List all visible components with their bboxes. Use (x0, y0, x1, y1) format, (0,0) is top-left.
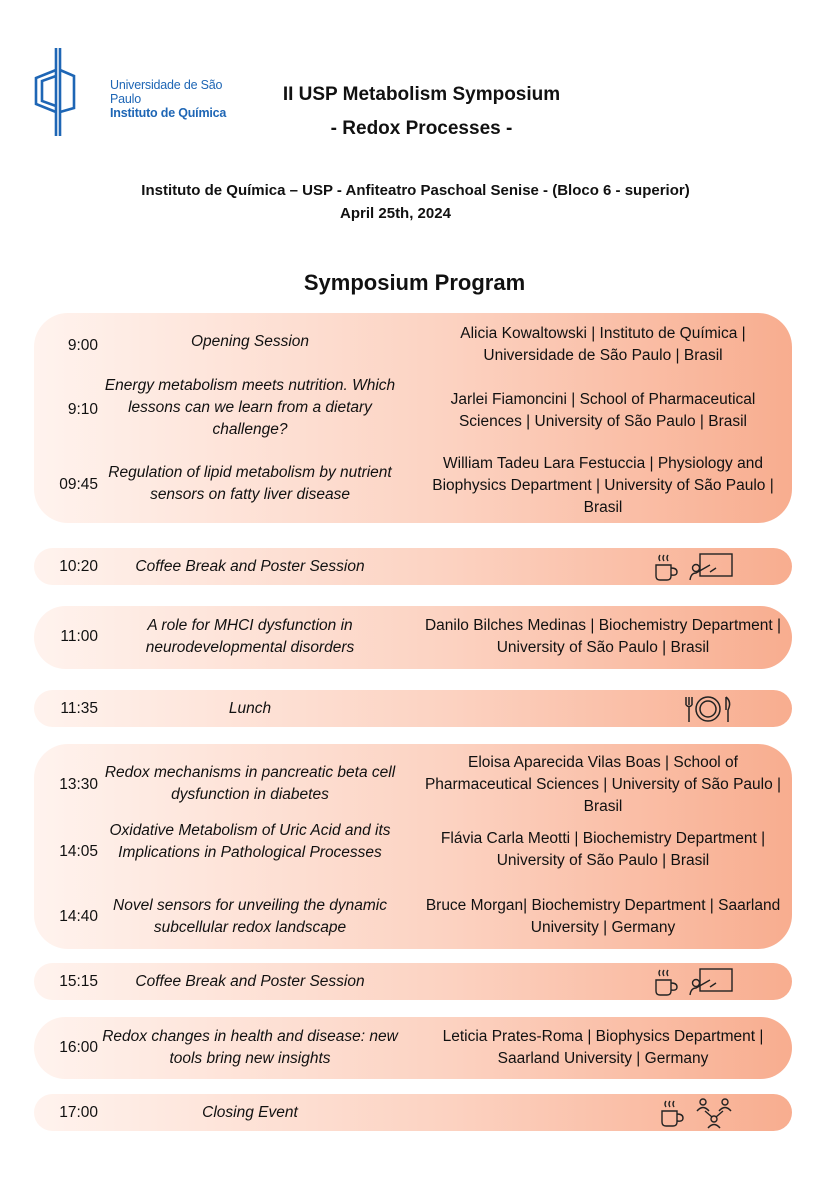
schedule-block-lunch (34, 690, 792, 727)
session-speaker: Flávia Carla Meotti | Biochemistry Department | University of São Paulo | Brasil (440, 830, 766, 869)
poster-presentation-icon (688, 967, 734, 997)
session-title: Opening Session (190, 333, 310, 350)
session-time: 16:00 (59, 1039, 98, 1056)
schedule-block-1600 (34, 1017, 792, 1079)
program-heading: Symposium Program (303, 270, 526, 295)
symposium-title: II USP Metabolism Symposium (282, 84, 561, 105)
schedule-block-afternoon (34, 744, 792, 949)
session-speaker: Leticia Prates-Roma | Biophysics Department | Saarland University | Germany (442, 1028, 764, 1067)
venue: Instituto de Química – USP - Anfiteatro Paschoal Senise - (Bloco 6 - superior) (141, 182, 690, 199)
session-speaker: Bruce Morgan| Biochemistry Department | Saarland University | Germany (425, 897, 781, 936)
session-title: Energy metabolism meets nutrition. Which lessons can we learn from a dietary challenge? (104, 377, 396, 438)
session-time: 11:35 (60, 700, 98, 717)
logo-institute-name: Instituto de Química (110, 106, 227, 120)
session-time: 9:10 (67, 401, 98, 418)
session-title: Redox changes in health and disease: new tools bring new insights (102, 1028, 398, 1067)
session-time: 13:30 (59, 776, 98, 793)
session-title: Novel sensors for unveiling the dynamic subcellular redox landscape (113, 897, 387, 936)
schedule-block-closing (34, 1094, 792, 1131)
session-title: Oxidative Metabolism of Uric Acid and its Implications in Pathological Processes (109, 822, 391, 861)
session-speaker: Alicia Kowaltowski | Instituto de Química | Universidade de São Paulo | Brasil (460, 325, 746, 364)
session-title: Lunch (228, 700, 272, 717)
session-title: Redox mechanisms in pancreatic beta cell dysfunction in diabetes (104, 764, 396, 803)
fork-plate-knife-icon (682, 694, 734, 724)
coffee-cup-icon (652, 552, 680, 582)
session-time: 9:00 (67, 337, 98, 354)
coffee-cup-icon (658, 1098, 686, 1128)
schedule-block-coffee-break-2 (34, 963, 792, 1000)
session-speaker: William Tadeu Lara Festuccia | Physiology and Biophysics Department | University of São Paulo | Brasil (432, 455, 774, 516)
session-title: Closing Event (202, 1104, 298, 1121)
session-speaker: Danilo Bilches Medinas | Biochemistry Department | University of São Paulo | Brasil (424, 617, 782, 656)
session-time: 09:45 (59, 476, 98, 493)
session-title: Coffee Break and Poster Session (135, 558, 365, 575)
session-speaker: Eloisa Aparecida Vilas Boas | School of Pharmaceutical Sciences | University of São Paulo | Brasil (424, 754, 782, 815)
session-title: Regulation of lipid metabolism by nutrient sensors on fatty liver disease (108, 464, 392, 503)
session-title: A role for MHCI dysfunction in neurodevelopmental disorders (145, 617, 355, 656)
session-speaker: Jarlei Fiamoncini | School of Pharmaceutical Sciences | University of São Paulo | Brasil (450, 391, 756, 430)
session-time: 15:15 (59, 973, 98, 990)
session-time: 11:00 (60, 628, 98, 645)
poster-presentation-icon (688, 552, 734, 582)
event-date: April 25th, 2024 (340, 205, 451, 222)
session-time: 17:00 (59, 1104, 98, 1121)
coffee-cup-icon (652, 967, 680, 997)
networking-people-icon (694, 1097, 734, 1129)
session-time: 14:40 (59, 908, 98, 925)
symposium-subtitle: - Redox Processes - (330, 118, 513, 139)
logo-university-name: Universidade de São Paulo (110, 78, 223, 106)
schedule-block-coffee-break-1 (34, 548, 792, 585)
schedule-block-1100 (34, 606, 792, 669)
session-time: 10:20 (59, 558, 98, 575)
session-title: Coffee Break and Poster Session (135, 973, 365, 990)
schedule-block-morning (34, 313, 792, 523)
session-time: 14:05 (59, 843, 98, 860)
